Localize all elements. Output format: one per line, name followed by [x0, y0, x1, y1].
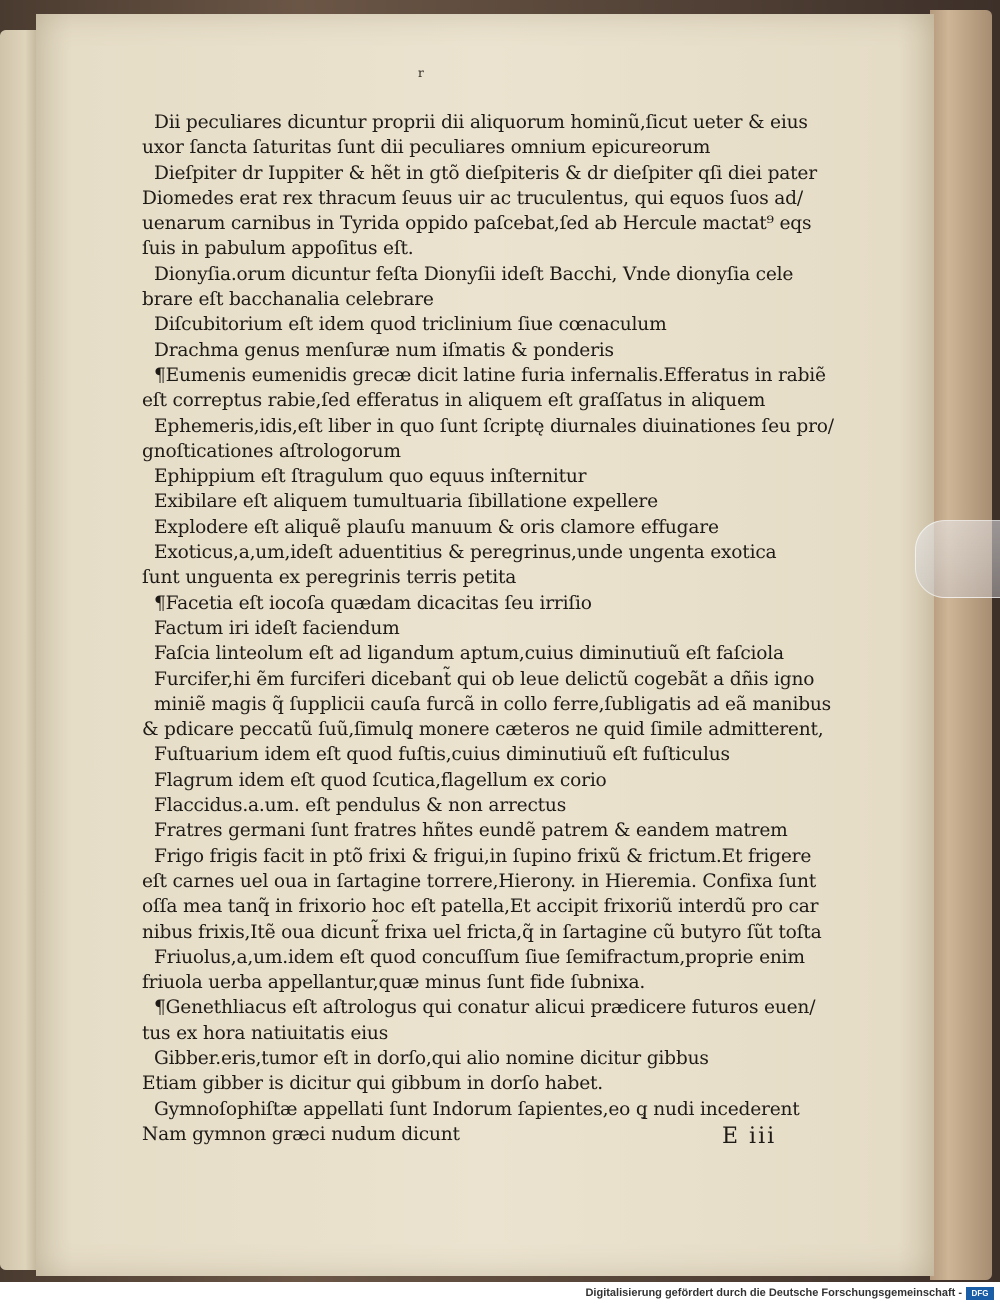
- book-cover-edge: [930, 10, 992, 1280]
- text-line: eſt carnes uel oua in ſartagine torrere,Hierony. in Hieremia. Confixa ſunt: [142, 870, 816, 892]
- text-line: ſunt unguenta ex peregrinis terris petita: [142, 567, 517, 589]
- text-line: uenarum carnibus in Tyrida oppido paſcebat,ſed ab Hercule mactat⁹ eqs: [142, 213, 812, 235]
- text-line: Nam gymnon græci nudum dicunt: [142, 1123, 460, 1145]
- text-line: eſt correptus rabie,ſed efferatus in aliquem eſt graſſatus in aliquem: [142, 390, 766, 412]
- text-line: Factum iri ideſt faciendum: [154, 617, 400, 639]
- text-line: Dionyſia.orum dicuntur feſta Dionyſii ideſt Bacchi, Vnde dionyſia cele: [154, 263, 794, 285]
- text-line: Faſcia linteolum eſt ad ligandum aptum,cuius diminutiuũ eſt faſciola: [154, 643, 784, 665]
- text-line: Exoticus,a,um,ideſt aduentitius & peregrinus,unde ungenta exotica: [154, 542, 777, 564]
- text-line: Explodere eſt aliquẽ plauſu manuum & oris clamore effugare: [154, 516, 719, 538]
- text-line: Gibber.eris,tumor eſt in dorſo,qui alio nomine dicitur gibbus: [154, 1047, 709, 1069]
- text-line: Furcifer,hi ẽm furciferi dicebant̃ qui ob leue delictũ cogebãt a dñis igno: [154, 668, 815, 690]
- text-line: nibus frixis,Itẽ oua dicunt̃ frixa uel fricta,q̃ in ſartagine cũ butyro ſũt toſta: [142, 921, 822, 943]
- text-line: uxor ſancta ſaturitas ſunt dii peculiares omnium epicureorum: [142, 137, 711, 159]
- digitization-footer: [0, 1282, 1000, 1305]
- text-line: Gymnoſophiſtæ appellati ſunt Indorum ſapientes,eo q̧ nudi incederent: [154, 1098, 800, 1120]
- text-line: Ephippium eſt ſtragulum quo equus inſternitur: [154, 466, 587, 488]
- funding-credit: Digitalisierung gefördert durch die Deutsche Forschungsgemeinschaft -: [585, 1287, 962, 1299]
- text-line: Flaccidus.a.um. eſt pendulus & non arrectus: [154, 795, 567, 817]
- text-line: friuola uerba appellantur,quæ minus ſunt fide ſubnixa.: [142, 972, 646, 994]
- signature-mark: E iii: [722, 1124, 777, 1149]
- text-line: Frigo frigis facit in ptõ frixi & frigui,in ſupino frixũ & frictum.Et frigere: [154, 845, 812, 867]
- text-line: Friuolus,a,um.idem eſt quod concuſſum ſiue ſemifractum,proprie enim: [154, 946, 805, 968]
- text-line: brare eſt bacchanalia celebrare: [142, 289, 434, 311]
- text-line: Flagrum idem eſt quod ſcutica,flagellum ex corio: [154, 769, 607, 791]
- text-line: Diomedes erat rex thracum ſeuus uir ac truculentus, qui equos ſuos ad/: [142, 187, 803, 209]
- text-line: ¶Eumenis eumenidis grecæ dicit latine furia infernalis.Efferatus in rabiẽ: [154, 364, 826, 386]
- text-line: ¶Genethliacus eſt aſtrologus qui conatur alicui prædicere futuros euen/: [154, 997, 816, 1019]
- text-line: Fuſtuarium idem eſt quod fuſtis,cuius diminutiuũ eſt fuſticulus: [154, 744, 730, 766]
- text-line: Exibilare eſt aliquem tumultuaria ſibillatione expellere: [154, 491, 658, 513]
- text-line: Ephemeris,idis,eſt liber in quo ſunt ſcriptę diurnales diuinationes ſeu pro/: [154, 415, 834, 437]
- text-line: tus ex hora natiuitatis eius: [142, 1022, 389, 1044]
- dictionary-text-block: [142, 110, 852, 1147]
- text-line: ¶Facetia eſt iocoſa quædam dicacitas ſeu irriſio: [154, 592, 592, 614]
- text-line: & pdicare peccatũ ſuũ,ſimulq̧ monere cæteros ne quid ſimile admitterent,: [142, 719, 824, 741]
- text-line: Drachma genus menſuræ num iſmatis & ponderis: [154, 339, 614, 361]
- text-line: Dieſpiter dr Iuppiter & hẽt in gtõ dieſpiteris & dr dieſpiter qſi diei pater: [154, 162, 817, 184]
- text-line: ſuis in pabulum appoſitus eſt.: [142, 238, 414, 260]
- dfg-logo-icon: DFG: [966, 1287, 994, 1300]
- text-line: gnoſticationes aſtrologorum: [142, 440, 401, 462]
- text-line: Diſcubitorium eſt idem quod triclinium ſiue cœnaculum: [154, 314, 667, 336]
- page-top-mark: r: [418, 66, 424, 80]
- text-line: Etiam gibber is dicitur qui gibbum in dorſo habet.: [142, 1073, 603, 1095]
- text-line: miniẽ magis q̃ ſupplicii cauſa furcã in collo ferre,ſubligatis ad eã manibus: [154, 693, 832, 715]
- text-line: oſſa mea tanq̃ in frixorio hoc eſt patella,Et accipit frixoriũ interdũ pro car: [142, 896, 819, 918]
- text-line: Dii peculiares dicuntur proprii dii aliquorum hominũ,ſicut ueter & eius: [154, 112, 808, 133]
- text-line: Fratres germani ſunt fratres hñtes eundẽ patrem & eandem matrem: [154, 820, 788, 842]
- plastic-page-clip: [915, 520, 1000, 598]
